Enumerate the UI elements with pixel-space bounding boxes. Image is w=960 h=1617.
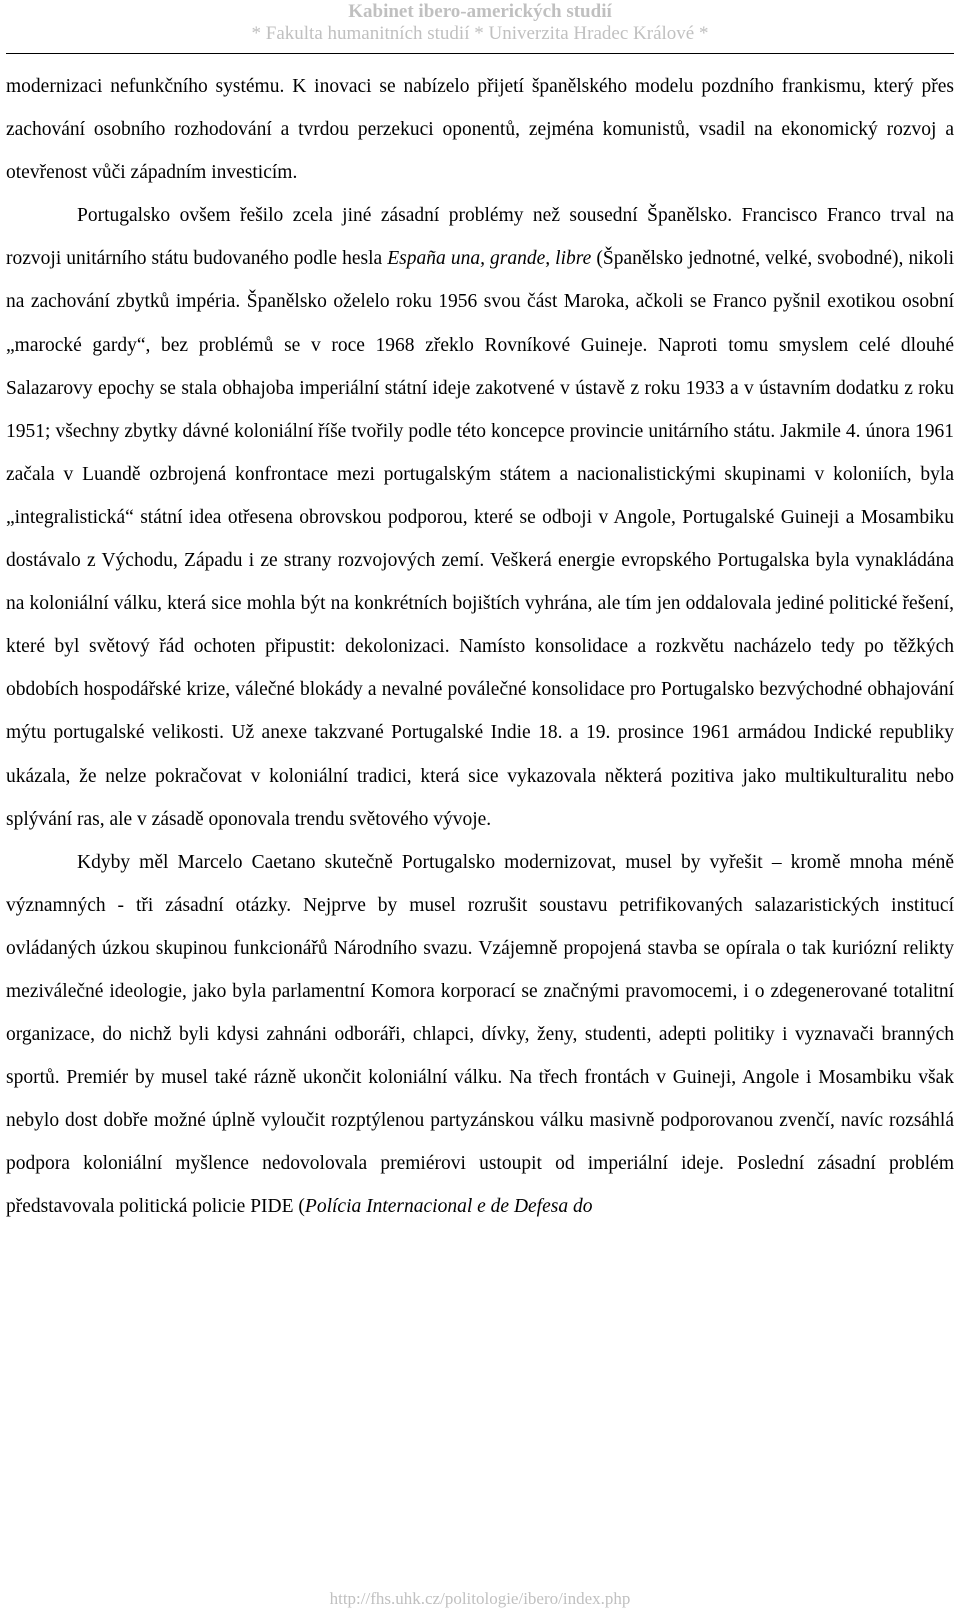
paragraph-3 <box>6 841 954 1229</box>
paragraph-1 <box>6 65 954 194</box>
page-header <box>0 0 960 45</box>
document-body <box>6 65 954 1229</box>
paragraph-text: Kdyby měl Marcelo Caetano skutečně Portugalsko modernizovat, musel by vyřešit – kromě mnoha méně významných - tři zásadní otázky. Nejprve by musel rozrušit soustavu petrifikovaných salazaristických institucí ovládaných úzkou skupinou funkcionářů Národního svazu. Vzájemně propojená stavba se opírala o tak kuriózní relikty meziválečné ideologie, jako byla parlamentní Komora korporací se značnými pravomocemi, i o zdegenerované totalitní organizace, do nichž byli kdysi zahnáni odboráři, chlapci, dívky, ženy, studenti, adepti politiky i vyznavači branných sportů. Premiér by musel také rázně ukončit koloniální válku. Na třech frontách v Guineji, Angole i Mosambiku však nebylo dost dobře možné úplně vyloučit rozptýlenou partyzánskou válku masivně podporovanou zvenčí, navíc rozsáhlá podpora koloniální myšlence nedovolovala premiérovi ustoupit od imperiální ideje. Poslední zásadní problém představovala politická policie PIDE ( <box>6 851 954 1218</box>
paragraph-2 <box>6 194 954 840</box>
header-title: Kabinet ibero-amerických studií <box>348 1 612 22</box>
header-divider <box>6 53 954 54</box>
paragraph-text: (Španělsko jednotné, velké, svobodné), nikoli na zachování zbytků impéria. Španělsko oželelo roku 1956 svou část Maroka, ačkoli se Franco pyšnil exotikou osobní „marocké gardy“, bez problémů se v roce 1968 zřeklo Rovníkové Guineje. Naproti tomu smyslem celé dlouhé Salazarovy epochy se stala obhajoba imperiální státní ideje zakotvené v ústavě z roku 1933 a v ústavním dodatku z roku 1951; všechny zbytky dávné koloniální říše tvořily podle této koncepce provincie unitárního státu. Jakmile 4. února 1961 začala v Luandě ozbrojená konfrontace mezi portugalským státem a nacionalistickými skupinami v koloniích, byla „integralistická“ státní idea otřesena obrovskou podporou, které se odboji v Angole, Portugalské Guineji a Mosambiku dostávalo z Východu, Západu i ze strany rozvojových zemí. Veškerá energie evropského Portugalska byla vynakládána na koloniální válku, která sice mohla být na konkrétních bojištích vyhrána, ale tím jen oddalovala jediné politické řešení, které byl světový řád ochoten připustit: dekolonizaci. Namísto konsolidace a rozkvětu nacházelo tedy po těžkých obdobích hospodářské krize, válečné blokády a nevalné poválečné konsolidace pro Portugalsko bezvýchodné obhajování mýtu portugalské velikosti. Už anexe takzvané Portugalské Indie 18. a 19. prosince 1961 armádou Indické republiky ukázala, že nelze pokračovat v koloniální tradici, která sice vykazovala některá pozitiva jako multikulturalitu nebo splývání ras, ale v zásadě oponovala trendu světového vývoje. <box>6 248 954 830</box>
header-subtitle: * Fakulta humanitních studií * Univerzita Hradec Králové * <box>251 23 709 44</box>
footer-url[interactable]: http://fhs.uhk.cz/politologie/ibero/index.php <box>329 1589 631 1608</box>
italic-phrase: Polícia Internacional e de Defesa do <box>304 1196 593 1218</box>
paragraph-text: modernizaci nefunkčního systému. K inovaci se nabízelo přijetí španělského modelu pozdního frankismu, který přes zachování osobního rozhodování a tvrdou perzekuci oponentů, zejména komunistů, vsadil na ekonomický rozvoj a otevřenost vůči západním investicím. <box>6 76 954 184</box>
italic-phrase: España una, grande, libre <box>387 248 592 270</box>
paragraph-text: Portugalsko ovšem řešilo zcela jiné zásadní problémy než sousední Španělsko. Francisco Franco trval na rozvoji unitárního státu budovaného podle hesla <box>6 205 954 270</box>
